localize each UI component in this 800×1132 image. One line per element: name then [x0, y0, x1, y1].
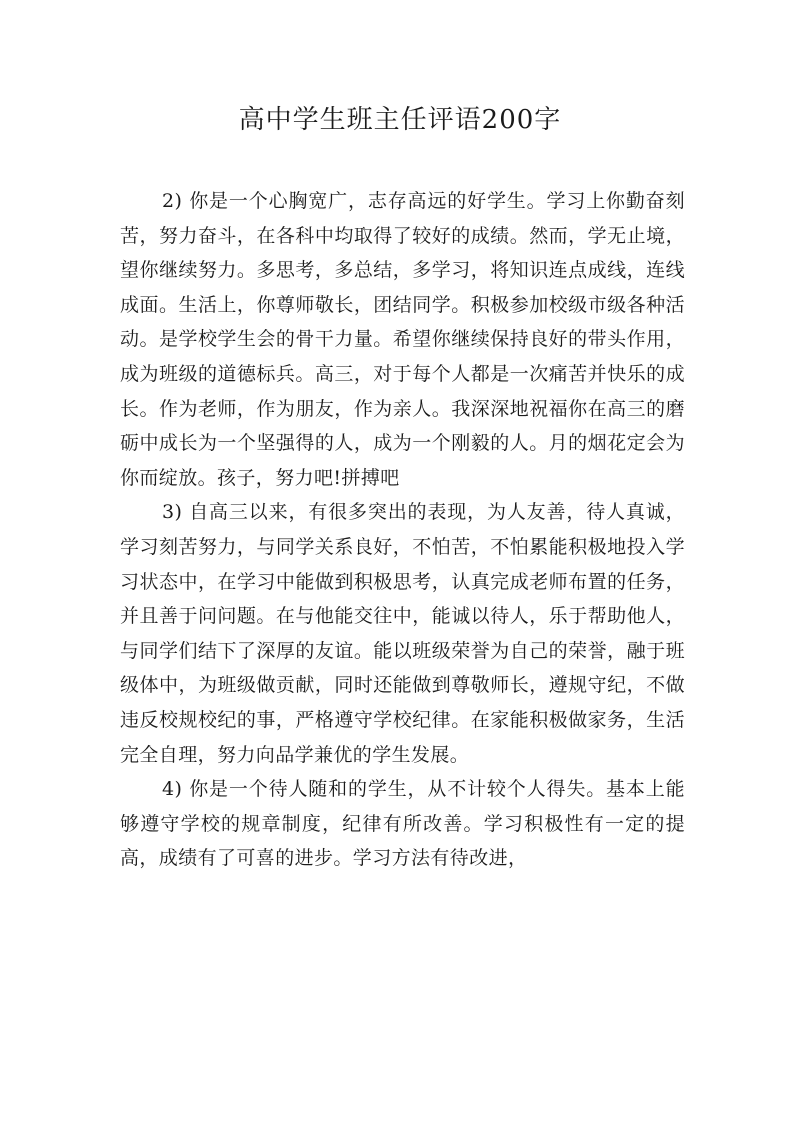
document-body [120, 184, 685, 876]
paragraph-4: 4) 你是一个待人随和的学生，从不计较个人得失。基本上能够遵守学校的规章制度，纪律有所改善。学习积极性有一定的提高，成绩有了可喜的进步。学习方法有待改进， [120, 778, 685, 870]
paragraph-2: 2) 你是一个心胸宽广，志存高远的好学生。学习上你勤奋刻苦，努力奋斗，在各科中均取得了较好的成绩。然而，学无止境，望你继续努力。多思考，多总结，多学习，将知识连点成线，连线成面。生活上，你尊师敬长，团结同学。积极参加校级市级各种活动。是学校学生会的骨干力量。希望你继续保持良好的带头作用，成为班级的道德标兵。高三，对于每个人都是一次痛苦并快乐的成长。作为老师，作为朋友，作为亲人。我深深地祝福你在高三的磨砺中成长为一个坚强得的人，成为一个刚毅的人。月的烟花定会为你而绽放。孩子，努力吧!拼搏吧 [120, 190, 685, 489]
paragraph-3: 3) 自高三以来，有很多突出的表现，为人友善，待人真诚，学习刻苦努力，与同学关系良好，不怕苦，不怕累能积极地投入学习状态中，在学习中能做到积极思考，认真完成老师布置的任务，并且善于问问题。在与他能交往中，能诚以待人，乐于帮助他人，与同学们结下了深厚的友谊。能以班级荣誉为自己的荣誉，融于班级体中，为班级做贡献，同时还能做到尊敬师长，遵规守纪，不做违反校规校纪的事，严格遵守学校纪律。在家能积极做家务，生活完全自理，努力向品学兼优的学生发展。 [120, 501, 685, 766]
document-title: 高中学生班主任评语200字 [238, 105, 562, 135]
